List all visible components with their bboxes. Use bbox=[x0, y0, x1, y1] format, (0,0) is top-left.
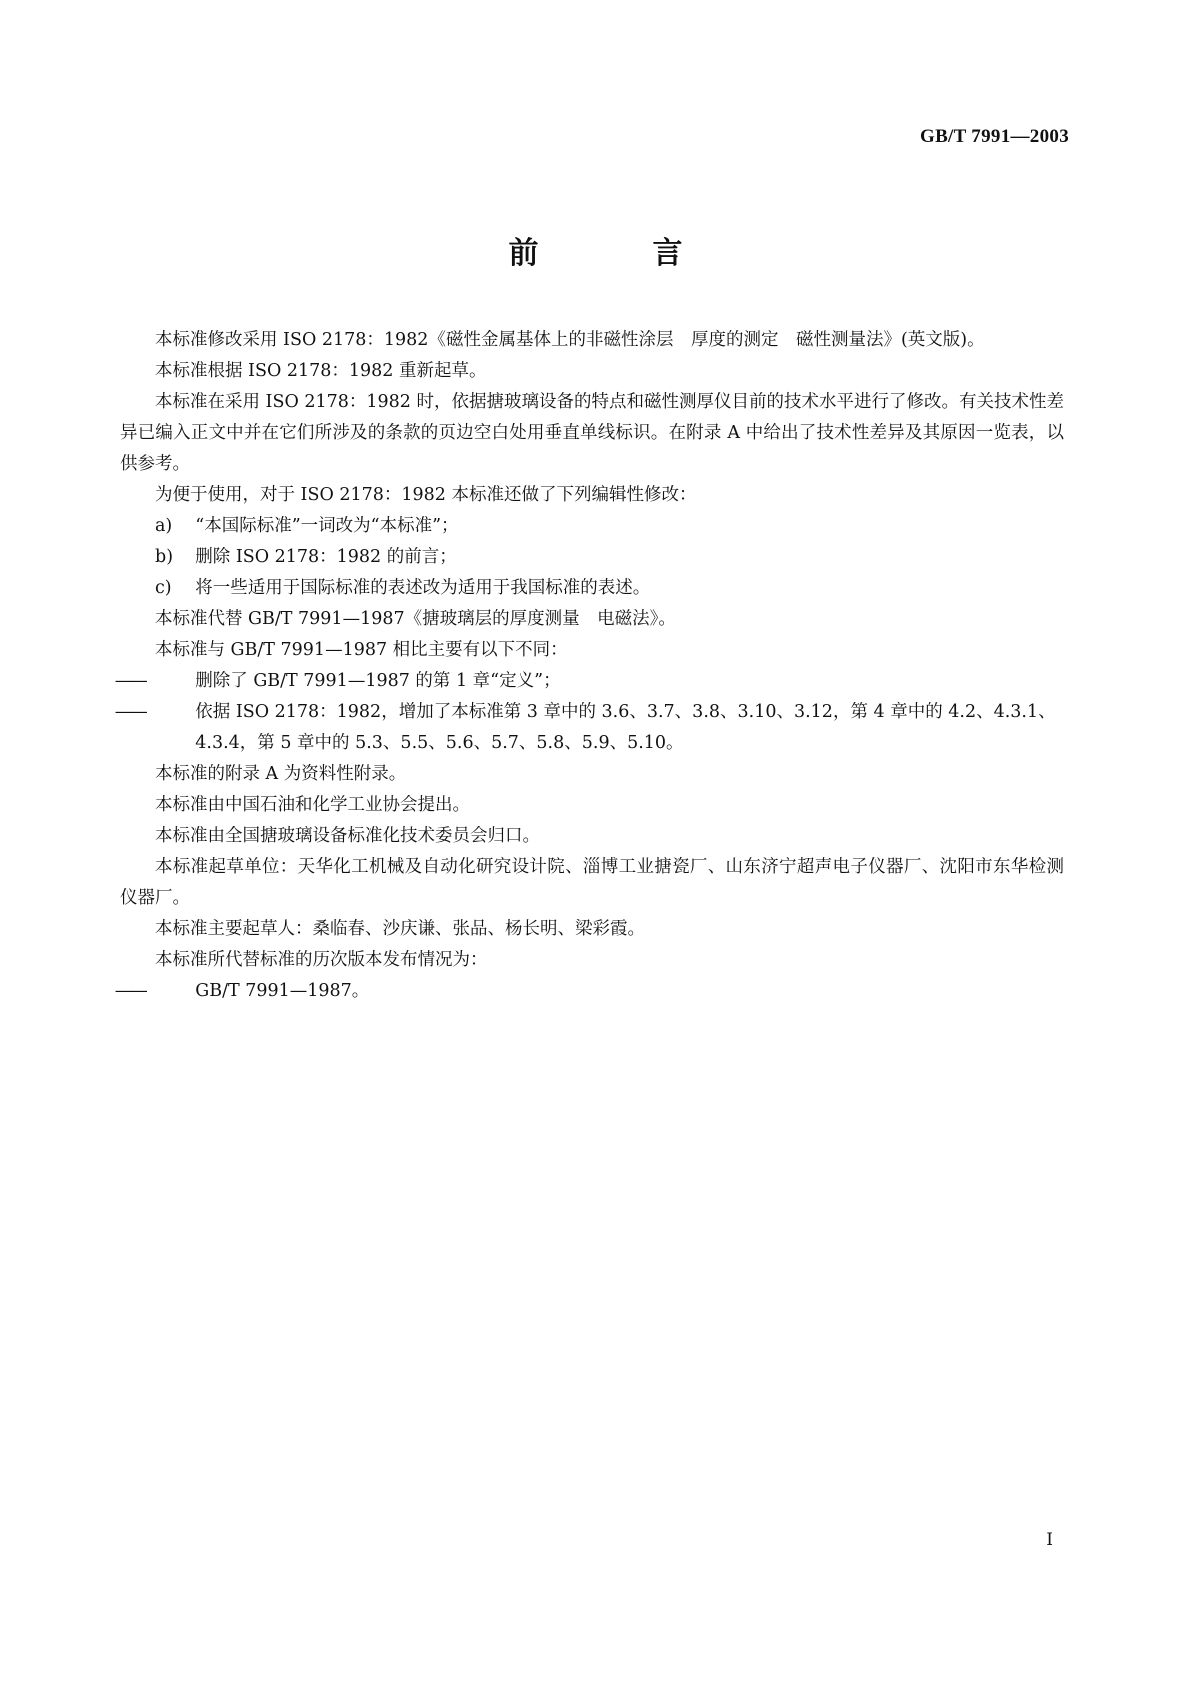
dash-marker: —— bbox=[114, 981, 146, 1001]
list-item-history bbox=[114, 976, 1064, 1007]
paragraph-technical-differences: 本标准在采用 ISO 2178：1982 时，依据搪玻璃设备的特点和磁性测厚仪目前的技术水平进行了修改。有关技术性差异已编入正文中并在它们所涉及的条款的页边空白处用垂直单线标识。在附录 A 中给出了技术性差异及其原因一览表，以供参考。 bbox=[120, 392, 1065, 474]
list-item-text: 删除 ISO 2178：1982 的前言； bbox=[195, 547, 457, 567]
list-item-edit-a bbox=[120, 511, 1064, 542]
list-item-text: 将一些适用于国际标准的表述改为适用于我国标准的表述。 bbox=[195, 578, 651, 598]
page-number: I bbox=[1046, 1530, 1053, 1550]
list-item-text: 依据 ISO 2178：1982，增加了本标准第 3 章中的 3.6、3.7、3.8、3.10、3.12，第 4 章中的 4.2、4.3.1、4.3.4，第 5 章中的 5.3、5.5、5.6、5.7、5.8、5.9、5.10。 bbox=[195, 702, 1056, 753]
paragraph-redraft: 本标准根据 ISO 2178：1982 重新起草。 bbox=[155, 361, 487, 381]
list-marker: c) bbox=[155, 578, 172, 598]
foreword-body bbox=[114, 325, 1065, 1007]
page-title: 前 言 bbox=[508, 236, 725, 271]
list-item-text: GB/T 7991—1987。 bbox=[195, 981, 370, 1001]
dash-marker: —— bbox=[114, 671, 146, 691]
list-item-edit-b bbox=[120, 542, 1064, 573]
paragraph-centralized-by: 本标准由全国搪玻璃设备标准化技术委员会归口。 bbox=[155, 826, 540, 846]
list-item-change-1 bbox=[114, 666, 1064, 697]
paragraph-adoption: 本标准修改采用 ISO 2178：1982《磁性金属基体上的非磁性涂层 厚度的测定 磁性测量法》(英文版)。 bbox=[155, 330, 985, 350]
paragraph-proposed-by: 本标准由中国石油和化学工业协会提出。 bbox=[155, 795, 470, 815]
paragraph-changes-intro: 本标准与 GB/T 7991—1987 相比主要有以下不同： bbox=[155, 640, 568, 660]
list-marker: a) bbox=[155, 516, 173, 536]
list-item-edit-c bbox=[120, 573, 1064, 604]
paragraph-annex: 本标准的附录 A 为资料性附录。 bbox=[155, 764, 407, 784]
paragraph-editorial-intro: 为便于使用，对于 ISO 2178：1982 本标准还做了下列编辑性修改： bbox=[155, 485, 697, 505]
list-item-change-2 bbox=[114, 697, 1064, 759]
list-item-text: “本国际标准”一词改为“本标准”； bbox=[195, 516, 459, 536]
paragraph-drafters: 本标准主要起草人：桑临春、沙庆谦、张品、杨长明、梁彩霞。 bbox=[155, 919, 645, 939]
paragraph-replaces: 本标准代替 GB/T 7991—1987《搪玻璃层的厚度测量 电磁法》。 bbox=[155, 609, 676, 629]
list-marker: b) bbox=[155, 547, 174, 567]
standard-number: GB/T 7991—2003 bbox=[919, 126, 1069, 147]
paragraph-history-intro: 本标准所代替标准的历次版本发布情况为： bbox=[155, 950, 488, 970]
paragraph-drafting-units: 本标准起草单位：天华化工机械及自动化研究设计院、淄博工业搪瓷厂、山东济宁超声电子仪器厂、沈阳市东华检测仪器厂。 bbox=[120, 857, 1064, 908]
dash-marker: —— bbox=[114, 702, 146, 722]
list-item-text: 删除了 GB/T 7991—1987 的第 1 章“定义”； bbox=[195, 671, 561, 691]
